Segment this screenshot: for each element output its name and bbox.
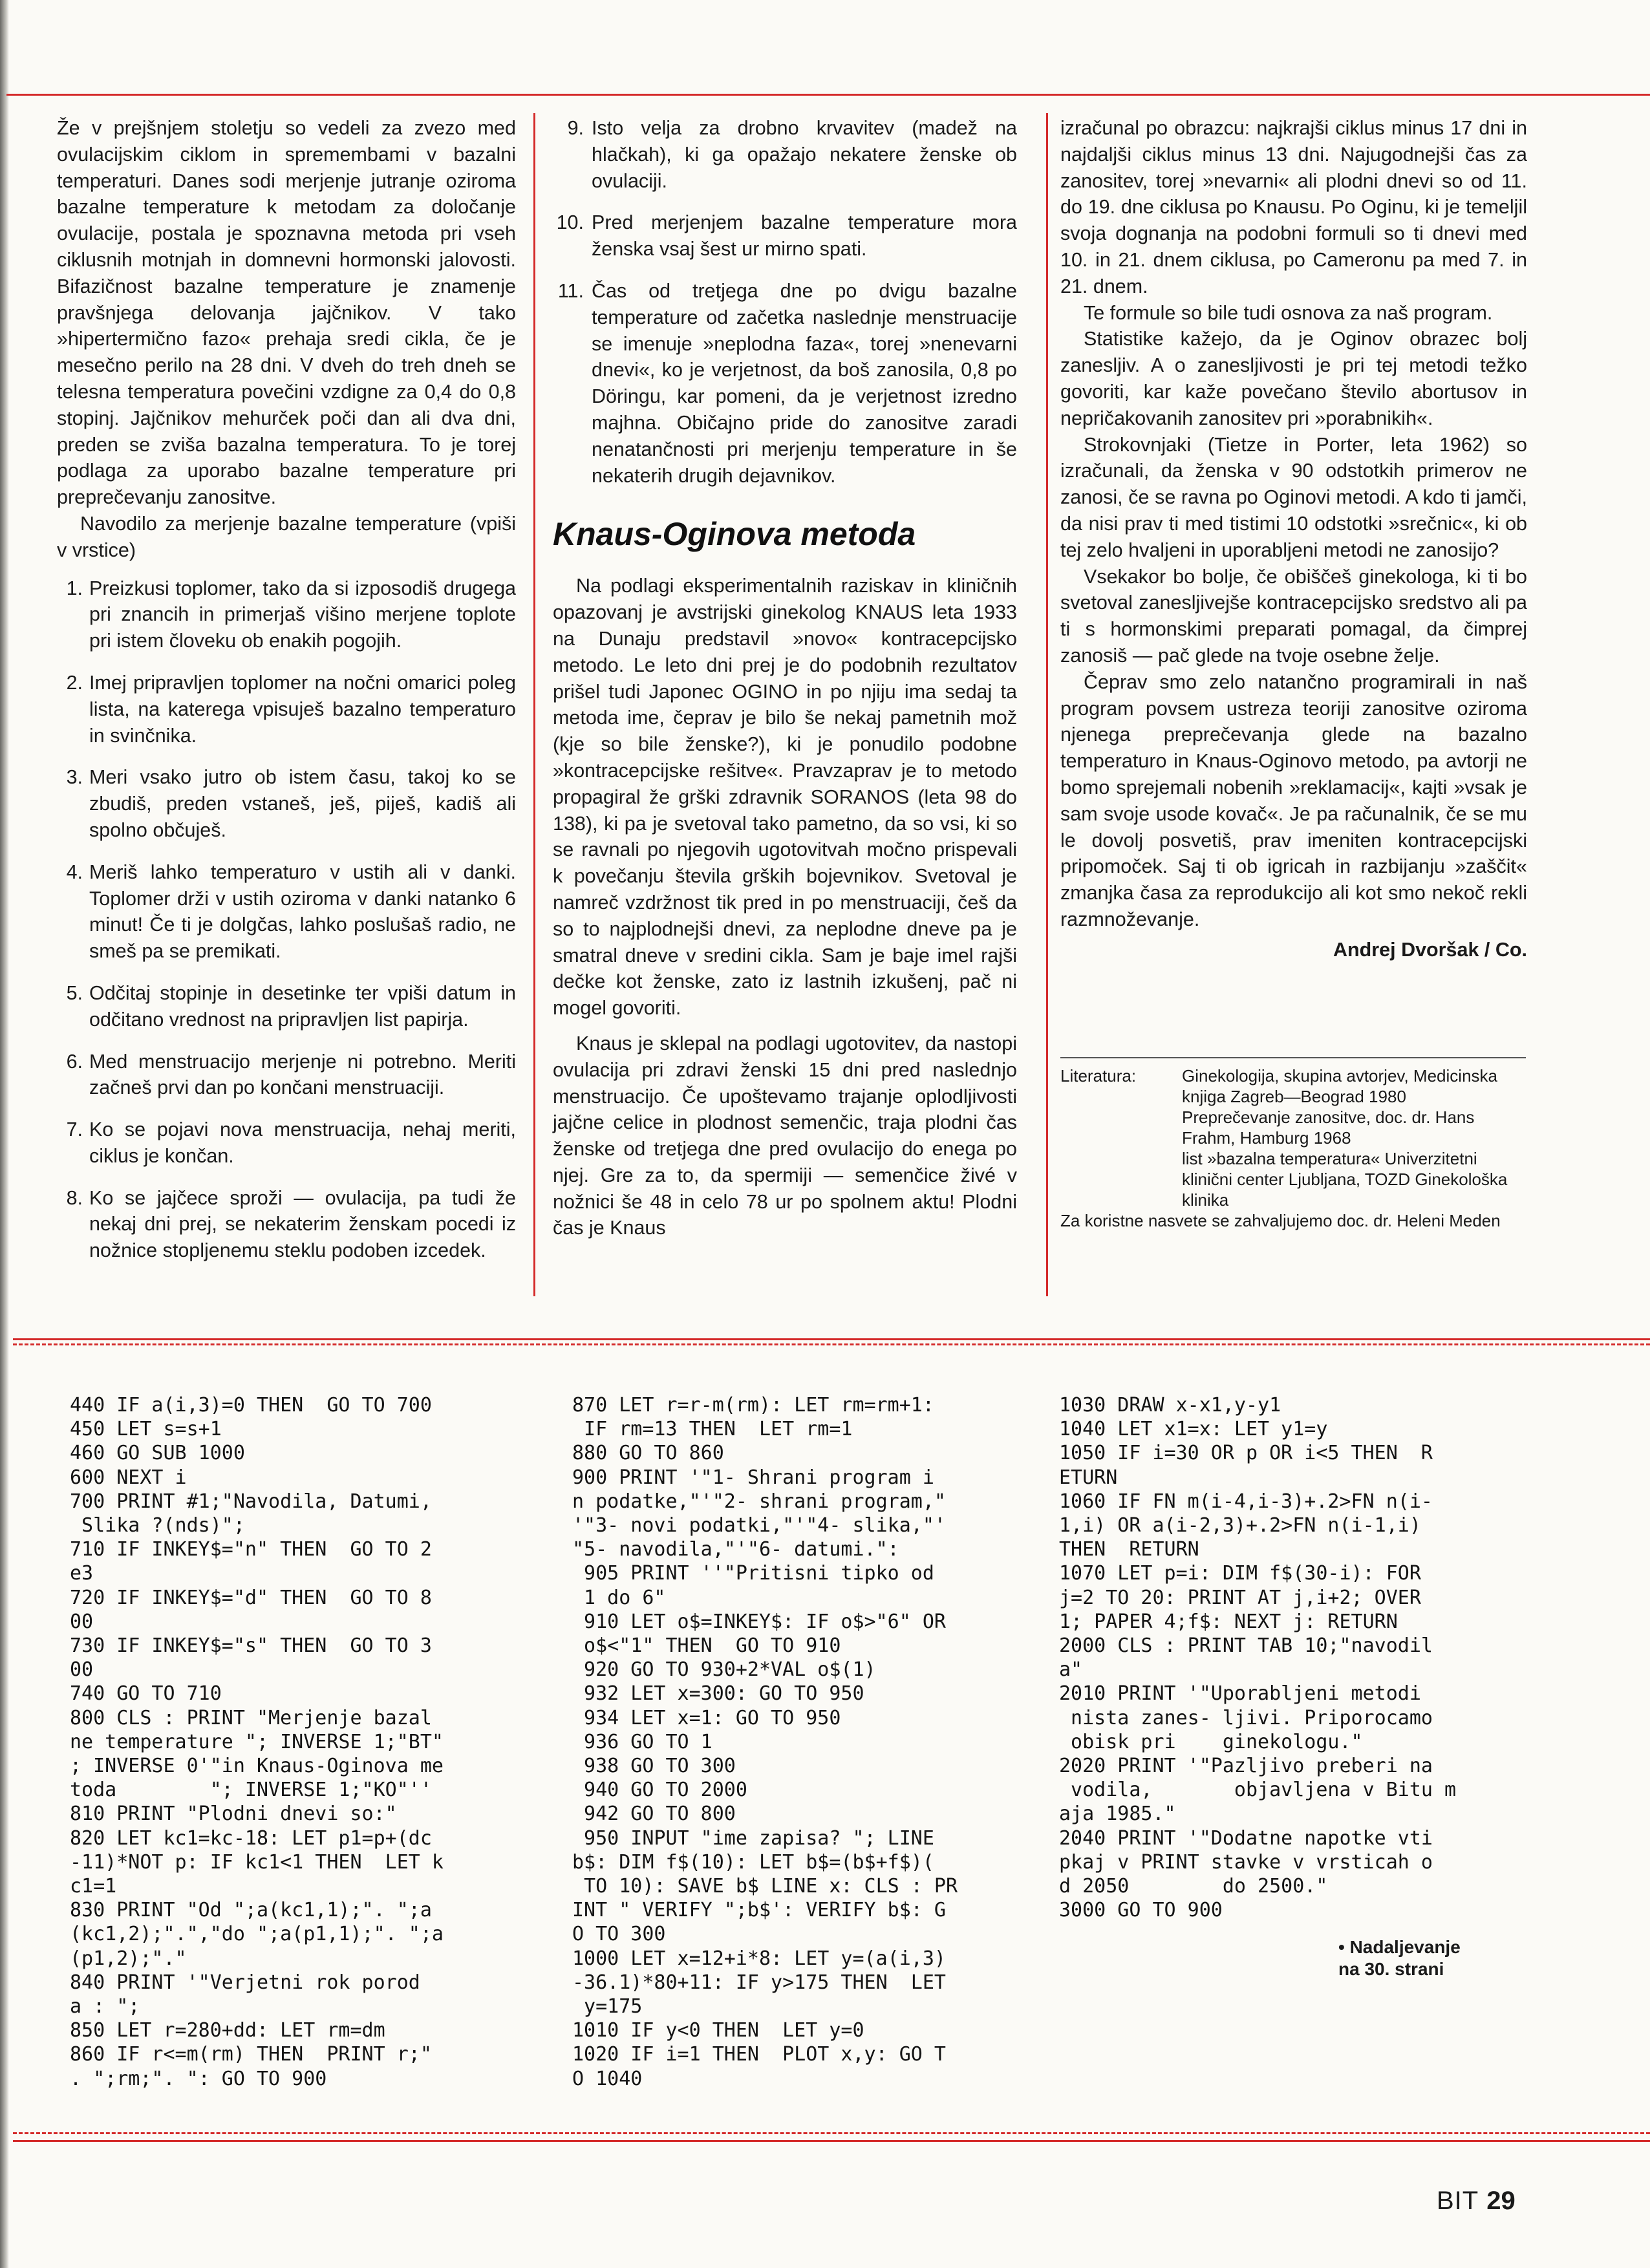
list-text: Ko se pojavi nova menstruacija, nehaj meriti, ciklus je končan. bbox=[89, 1118, 516, 1167]
literature-spacer bbox=[1060, 1148, 1182, 1210]
continuation-line: • Nadaljevanje bbox=[1338, 1937, 1461, 1957]
body-paragraph: izračunal po obrazcu: najkrajši ciklus minus 17 dni in najdaljši ciklus minus 13 dni. Najugodnejši čas za zanositev, torej »nevarni« ali plodni dnevi so od 11. do 19. dne ciklusa po Knausu. Po Oginu, ki je temeljil svoja dognanja na podobni formuli so ti dnevi med 10. in 21. dnem ciklusa, po Cameronu pa med 7. in 21. dnem. bbox=[1060, 117, 1527, 297]
page-number: 29 bbox=[1486, 2187, 1516, 2215]
list-item bbox=[57, 764, 516, 843]
list-number: 8. bbox=[66, 1186, 83, 1209]
instruction-list-continued bbox=[553, 115, 1017, 489]
body-paragraph: Knaus je sklepal na podlagi ugotovitev, da nastopi ovulacija pri zdravi ženski 15 dni pred naslednjo menstruacijo. Če upoštevamo trajanje oplodljivosti jajčne celice in plodnost semenčic, traja plodni čas ženske od tretjega dne pred ovulacijo do enega po njej. Gre za to, da spermiji — semenčice živé v nožnici še 48 in celo 78 ur po spolnem aktu! Plodni čas je Knaus bbox=[553, 1032, 1017, 1239]
list-number: 2. bbox=[66, 671, 83, 694]
list-number: 1. bbox=[66, 577, 83, 599]
code-top-dashes bbox=[13, 1343, 1650, 1345]
acknowledgement: Za koristne nasvete se zahvaljujemo doc. dr. Heleni Meden bbox=[1060, 1211, 1501, 1230]
list-item bbox=[57, 1117, 516, 1170]
continuation-line: na 30. strani bbox=[1338, 1959, 1444, 1979]
literature-label: Literatura: bbox=[1060, 1066, 1137, 1086]
body-paragraph: Čeprav smo zelo natančno programirali in naš program povsem ustreza teoriji zanositve oziroma njenega preprečevanja glede na bazalno temperaturo in Knaus-Oginovo metodo, pa avtorji ne bomo sprejemali nobenih »reklamacij«, kajti »vsak je sam svoje usode kovač«. Je pa računalnik, če se mu le dovolj posvetiš, prav imeniten kontracepcijski pripomoček. Saj ti ob igricah in razbijanju »zaščit« zmanjka časa za reprodukcijo ali kot smo nekoč rekli razmnoževanje. bbox=[1060, 670, 1527, 930]
list-item bbox=[57, 575, 516, 654]
list-number: 4. bbox=[66, 861, 83, 883]
article-column-2 bbox=[553, 115, 1017, 1241]
instruction-list bbox=[57, 575, 516, 1265]
magazine-brand: BIT bbox=[1437, 2187, 1479, 2215]
list-item bbox=[553, 278, 1017, 489]
list-item bbox=[57, 670, 516, 749]
column-rule-1 bbox=[533, 113, 535, 1296]
list-text: Čas od tretjega dne po dvigu bazalne temperature od začetka naslednje menstruacije se imenuje »neplodna faza«, torej »nenevarni dnevi«, ko je verjetnost, da boš zanosila, 0,8 po Döringu, kar pomeni, da je verjetnost izredno majhna. Običajno pride do zanositve zaradi nenatančnosti pri merjenju temperature in še nekaterih drugih dejavnikov. bbox=[592, 279, 1017, 487]
body-paragraph: Strokovnjaki (Tietze in Porter, leta 1962) so izračunali, da ženska v 90 odstotkih primerov ne zanosi, če se ravna po Oginovi metodi. A kdo ti jamči, da nisi prav ti med tistimi 10 odstotki »srečnic«, ki ob tej zelo hvaljeni in uporabljeni metodi ne zanosijo? bbox=[1060, 433, 1527, 561]
literature-text: list »bazalna temperatura« Univerzitetni klinični center Ljubljana, TOZD Ginekološka klinika bbox=[1182, 1149, 1508, 1210]
body-paragraph: Statistike kažejo, da je Oginov obrazec bolj zanesljiv. A o zanesljivosti je pri tej metodi težko govoriti, kar kaže povečano število abortusov in nepričakovanih zanositev pri »porabnikih«. bbox=[1060, 328, 1527, 429]
article-column-1 bbox=[57, 115, 516, 1279]
literature-rule bbox=[1060, 1057, 1526, 1058]
list-item bbox=[553, 209, 1017, 262]
page-footer bbox=[1437, 2185, 1516, 2216]
code-bottom-dashes bbox=[13, 2132, 1650, 2134]
instructions-lead: Navodilo za merjenje bazalne temperature (vpiši v vrstice) bbox=[57, 512, 516, 561]
literature-block bbox=[1060, 1065, 1527, 1231]
code-listing-column-3: 1030 DRAW x-x1,y-y1 1040 LET x1=x: LET y1=y 1050 IF i=30 OR p OR i<5 THEN R ETURN 1060 IF FN m(i-4,i-3)+.2>FN n(i- 1,i) OR a(i-2,3)+.2>FN n(i-1,i) THEN RETURN 1070 LET p=i: DIM f$(30-i): FOR j=2 TO 20: PRINT AT j,i+2; OVER 1; PAPER 4;f$: NEXT j: RETURN 2000 CLS : PRINT TAB 10;"navodil a" 2010 PRINT '"Uporabljeni metodi nista zanes- ljivi. Priporocamo obisk pri ginekologu." 2020 PRINT '"Pazljivo preberi na vodila, objavljena v Bitu m aja 1985." 2040 PRINT '"Dodatne napotke vti pkaj v PRINT stavke v vrsticah o d 2050 do 2500." 3000 GO TO 900 bbox=[1059, 1394, 1457, 1922]
list-number: 10. bbox=[556, 211, 584, 234]
text-bottom-rule bbox=[13, 1338, 1650, 1340]
list-item bbox=[57, 1185, 516, 1264]
literature-spacer bbox=[1060, 1107, 1182, 1148]
list-item bbox=[57, 1049, 516, 1102]
list-text: Ko se jajčece sproži — ovulacija, pa tudi že nekaj dni prej, se nekaterim ženskam pocedi iz nožnice stopljenemu steklu podoben izcedek. bbox=[89, 1186, 516, 1262]
column-rule-2 bbox=[1046, 113, 1048, 1296]
continuation-note bbox=[1338, 1936, 1461, 1980]
list-text: Med menstruacijo merjenje ni potrebno. Meriti začneš prvi dan po končani menstruaciji. bbox=[89, 1050, 516, 1099]
body-paragraph: Na podlagi eksperimentalnih raziskav in kliničnih opazovanj je avstrijski ginekolog KNAUS leta 1933 na Dunaju predstavil »novo« kontracepcijsko metodo. Le leto dni prej je do podobnih rezultatov prišel tudi Japonec OGINO in po njiju ima sedaj ta metoda ime, čeprav je bilo še nekaj pametnih mož (kje so bile ženske?), ki je ponudilo podobne »kontracepcijske rešitve«. Pravzaprav je to metodo propagiral že grški zdravnik SORANOS (leta 98 do 138), ki pa je svetoval tako pametno, da so vsi, ki so se ravnali po njegovih ugotovitvah močno prispevali k povečanju števila grških bojevnikov. Svetoval je namreč vzdržnost tik pred in po menstruaciji, češ da so to najplodnejši dnevi, za neplodne dneve pa je smatral dneve v sredini cikla. Sam je baje imel rajši dečke kot ženske, zato iz lastnih izkušenj, pač ni mogel govoriti. bbox=[553, 575, 1017, 1020]
list-number: 11. bbox=[557, 279, 584, 302]
literature-entry bbox=[1060, 1107, 1527, 1148]
body-paragraph: Te formule so bile tudi osnova za naš program. bbox=[1084, 301, 1493, 324]
list-number: 6. bbox=[66, 1050, 83, 1073]
list-number: 3. bbox=[66, 766, 83, 789]
list-text: Preizkusi toplomer, tako da si izposodiš drugega pri znancih in primerjaš višino merjene toplote pri istem človeku ob enakih pogojih. bbox=[89, 577, 516, 652]
section-heading: Knaus-Oginova metoda bbox=[553, 516, 916, 553]
bottom-rule bbox=[13, 2140, 1650, 2142]
intro-paragraph: Že v prejšnjem stoletju so vedeli za zvezo med ovulacijskim ciklom in spremembami v bazalni temperaturi. Danes sodi merjenje jutranje oziroma bazalne temperature k metodam za določanje ovulacije, postala je spoznavna metoda pri vseh ciklusnih motnjah in domnevni hormonski jalovosti. Bifazičnost bazalne temperature je znamenje pravšnjega delovanja jajčnikov. V tako »hipertermično fazo« prehaja sredi cikla, če je mesečno perilo na 28 dni. V dveh do treh dneh se telesna temperatura povečini vzdigne za 0,4 do 0,8 stopinj. Jajčnikov mehurček poči dan ali dva dni, preden se zviša bazalna temperatura. To je torej podlaga za uporabo bazalne temperature pri preprečevanju zanositve. bbox=[57, 117, 516, 509]
list-item bbox=[553, 115, 1017, 194]
page-edge-shadow bbox=[0, 0, 9, 2268]
list-text: Imej pripravljen toplomer na nočni omarici poleg lista, na katerega vpisuješ bazalno temperaturo in svinčnika. bbox=[89, 671, 516, 747]
literature-entry bbox=[1060, 1065, 1527, 1107]
list-number: 9. bbox=[567, 117, 584, 139]
literature-text: Preprečevanje zanositve, doc. dr. Hans Frahm, Hamburg 1968 bbox=[1182, 1107, 1475, 1148]
list-number: 5. bbox=[66, 981, 83, 1004]
literature-entry bbox=[1060, 1148, 1527, 1210]
list-text: Meri vsako jutro ob istem času, takoj ko se zbudiš, preden vstaneš, ješ, piješ, kadiš ali spolno občuješ. bbox=[89, 766, 516, 841]
body-paragraph: Vsekakor bo bolje, če obiščeš ginekologa, ki ti bo svetoval zanesljivejše kontracepcijsko sredstvo ali pa ti s hormonskimi preparati pomagal, da čimprej zanosiš — pač glede na tvoje osebne želje. bbox=[1060, 565, 1527, 667]
list-number: 7. bbox=[66, 1118, 83, 1141]
list-text: Pred merjenjem bazalne temperature mora ženska vsaj šest ur mirno spati. bbox=[592, 211, 1017, 261]
literature-text: Ginekologija, skupina avtorjev, Medicinska knjiga Zagreb—Beograd 1980 bbox=[1182, 1066, 1497, 1106]
list-item bbox=[57, 859, 516, 965]
list-text: Odčitaj stopinje in desetinke ter vpiši datum in odčitano vrednost na pripravljen list papirja. bbox=[89, 981, 516, 1031]
list-text: Meriš lahko temperaturo v ustih ali v danki. Toplomer drži v ustih oziroma v danki natanko 6 minut! Če ti je dolgčas, lahko poslušaš radio, ne smeš pa se premikati. bbox=[89, 861, 516, 963]
list-item bbox=[57, 980, 516, 1033]
list-text: Isto velja za drobno krvavitev (madež na hlačkah), ki ga opažajo nekatere ženske ob ovulaciji. bbox=[592, 117, 1017, 192]
code-listing-column-1: 440 IF a(i,3)=0 THEN GO TO 700 450 LET s=s+1 460 GO SUB 1000 600 NEXT i 700 PRINT #1;"Navodila, Datumi, Slika ?(nds)"; 710 IF INKEY$="n" THEN GO TO 2 e3 720 IF INKEY$="d" THEN GO TO 8 00 730 IF INKEY$="s" THEN GO TO 3 00 740 GO TO 710 800 CLS : PRINT "Merjenje bazal ne temperature "; INVERSE 1;"BT" ; INVERSE 0'"in Knaus-Oginova me toda "; INVERSE 1;"KO"'' 810 PRINT "Plodni dnevi so:" 820 LET kc1=kc-18: LET p1=p+(dc -11)*NOT p: IF kc1<1 THEN LET k c1=1 830 PRINT "Od ";a(kc1,1);". ";a (kc1,2);".","do ";a(p1,1);". ";a (p1,2);"." 840 PRINT '"Verjetni rok porod a : "; 850 LET r=280+dd: LET rm=dm 860 IF r<=m(rm) THEN PRINT r;" . ";rm;". ": GO TO 900 bbox=[70, 1394, 444, 2090]
top-rule bbox=[6, 94, 1650, 96]
code-listing-column-2: 870 LET r=r-m(rm): LET rm=rm+1: IF rm=13 THEN LET rm=1 880 GO TO 860 900 PRINT '"1- Shrani program i n podatke,"'"2- shrani program," '"3- novi podatki,"'"4- slika,"' "5- navodila,"'"6- datumi.": 905 PRINT ''"Pritisni tipko od 1 do 6" 910 LET o$=INKEY$: IF o$>"6" OR o$<"1" THEN GO TO 910 920 GO TO 930+2*VAL o$(1) 932 LET x=300: GO TO 950 934 LET x=1: GO TO 950 936 GO TO 1 938 GO TO 300 940 GO TO 2000 942 GO TO 800 950 INPUT "ime zapisa? "; LINE b$: DIM f$(10): LET b$=(b$+f$)( TO 10): SAVE b$ LINE x: CLS : PR INT " VERIFY ";b$': VERIFY b$: G O TO 300 1000 LET x=12+i*8: LET y=(a(i,3) -36.1)*80+11: IF y>175 THEN LET y=175 1010 IF y<0 THEN LET y=0 1020 IF i=1 THEN PLOT x,y: GO T O 1040 bbox=[572, 1394, 958, 2090]
article-column-3 bbox=[1060, 115, 1527, 963]
author-signature: Andrej Dvoršak / Co. bbox=[1333, 938, 1527, 961]
